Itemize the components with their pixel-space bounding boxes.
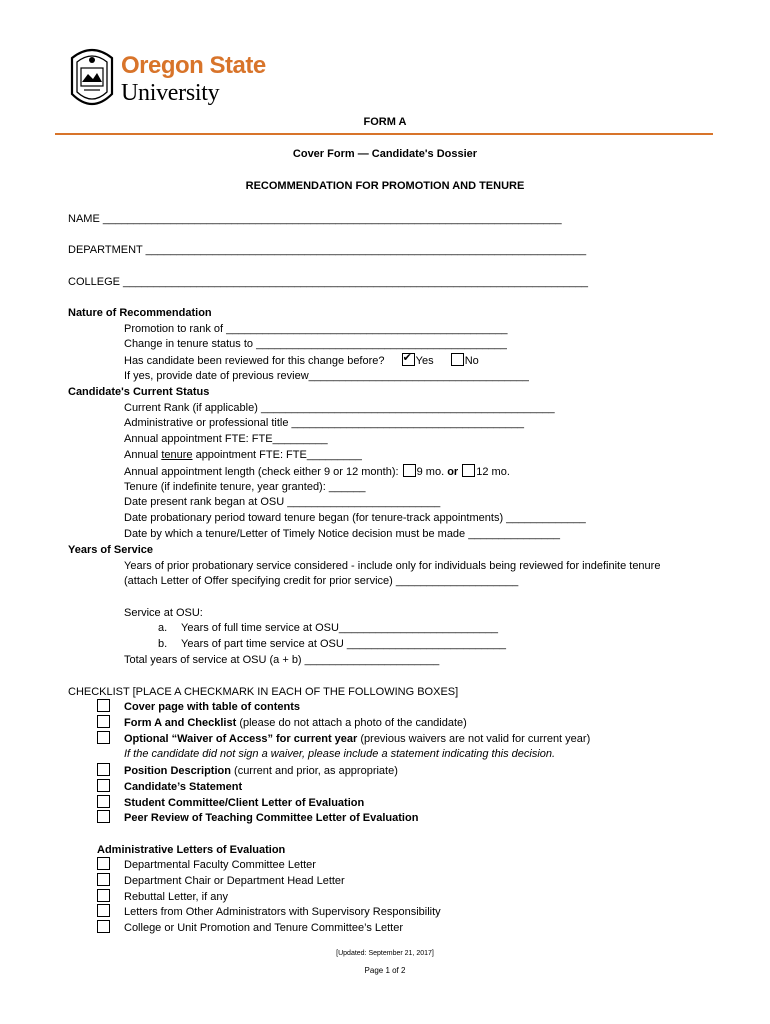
form-heading: RECOMMENDATION FOR PROMOTION AND TENURE xyxy=(245,180,525,192)
form-subtitle: Cover Form — Candidate's Dossier xyxy=(292,148,478,160)
timely-notice-field[interactable]: Date by which a tenure/Letter of Timely Notice decision must be made _______________ xyxy=(124,528,560,540)
page-number: Page 1 of 2 xyxy=(364,966,406,975)
checklist-checkbox[interactable] xyxy=(97,763,110,776)
checklist-checkbox[interactable] xyxy=(97,904,110,917)
yes-label: Yes xyxy=(415,355,434,367)
full-time-service-field[interactable]: Years of full time service at OSU__________________________ xyxy=(181,622,498,634)
form-a-item-bold: Form A and Checklist xyxy=(124,717,237,729)
total-service-field[interactable]: Total years of service at OSU (a + b) ______________________ xyxy=(124,654,440,666)
form-title: FORM A xyxy=(363,116,407,128)
part-time-service-field[interactable]: Years of part time service at OSU __________________________ xyxy=(181,638,506,650)
form-a-item xyxy=(124,716,467,730)
or-label: or xyxy=(447,466,459,478)
probation-began-field[interactable]: Date probationary period toward tenure began (for tenure-track appointments) _____________ xyxy=(124,512,586,524)
promotion-field[interactable]: Promotion to rank of ______________________________________________ xyxy=(124,323,508,335)
waiver-note: If the candidate did not sign a waiver, please include a statement indicating this decision. xyxy=(124,748,556,760)
admin-letter-item: Departmental Faculty Committee Letter xyxy=(124,859,316,871)
no-checkbox[interactable] xyxy=(451,353,464,366)
checklist-checkbox[interactable] xyxy=(97,889,110,902)
college-field[interactable]: COLLEGE ____________________________________________________________________________ xyxy=(68,276,588,288)
nine-month-label: 9 mo. xyxy=(416,466,445,478)
form-a-item-rest: (please do not attach a photo of the candidate) xyxy=(236,717,467,729)
tenure-fte-prefix: Annual xyxy=(124,449,162,461)
tenure-word: tenure xyxy=(161,449,193,461)
student-letter-item: Student Committee/Client Letter of Evaluation xyxy=(124,797,365,809)
annual-fte-field[interactable]: Annual appointment FTE: FTE_________ xyxy=(124,433,328,445)
appointment-length-label: Annual appointment length (check either 9 or 12 month): xyxy=(124,466,399,478)
checklist-checkbox[interactable] xyxy=(97,920,110,933)
checklist-checkbox[interactable] xyxy=(97,731,110,744)
tenure-status-field[interactable]: Change in tenure status to _________________________________________ xyxy=(124,338,507,350)
indefinite-tenure-field[interactable]: Tenure (if indefinite tenure, year granted): ______ xyxy=(124,481,366,493)
admin-letter-item: Department Chair or Department Head Letter xyxy=(124,875,345,887)
updated-date: [Updated: September 21, 2017] xyxy=(336,950,434,957)
service-heading: Years of Service xyxy=(68,544,154,556)
twelve-month-label: 12 mo. xyxy=(476,466,510,478)
osu-logo xyxy=(66,44,276,114)
checklist-checkbox[interactable] xyxy=(97,699,110,712)
prior-service-line1: Years of prior probationary service considered - include only for individuals being reviewed for indefinite tenure xyxy=(124,560,661,572)
checklist-checkbox[interactable] xyxy=(97,715,110,728)
reviewed-row xyxy=(124,353,479,368)
position-item-rest: (current and prior, as appropriate) xyxy=(230,765,398,777)
name-field[interactable]: NAME ___________________________________________________________________________ xyxy=(68,213,562,225)
appointment-length-row xyxy=(124,464,510,479)
tenure-fte-row[interactable] xyxy=(124,448,362,462)
full-time-marker: a. xyxy=(158,622,168,634)
checklist-checkbox[interactable] xyxy=(97,873,110,886)
admin-letter-item: College or Unit Promotion and Tenure Committee’s Letter xyxy=(124,922,404,934)
statement-item: Candidate’s Statement xyxy=(124,781,243,793)
waiver-item xyxy=(124,732,590,746)
position-description-item xyxy=(124,764,398,778)
twelve-month-checkbox[interactable] xyxy=(462,464,475,477)
admin-letters-heading: Administrative Letters of Evaluation xyxy=(97,844,286,856)
admin-letter-item: Rebuttal Letter, if any xyxy=(124,891,228,903)
prior-service-field[interactable]: (attach Letter of Offer specifying credit for prior service) ____________________ xyxy=(124,575,519,587)
checklist-checkbox[interactable] xyxy=(97,795,110,808)
title-rule xyxy=(55,133,713,135)
previous-review-field[interactable]: If yes, provide date of previous review____________________________________ xyxy=(124,370,529,382)
waiver-item-rest: (previous waivers are not valid for current year) xyxy=(357,733,591,745)
part-time-marker: b. xyxy=(158,638,168,650)
checklist-checkbox[interactable] xyxy=(97,857,110,870)
checklist-checkbox[interactable] xyxy=(97,779,110,792)
rank-began-field[interactable]: Date present rank began at OSU _________________________ xyxy=(124,496,441,508)
reviewed-question: Has candidate been reviewed for this change before? xyxy=(124,355,385,367)
peer-review-item: Peer Review of Teaching Committee Letter of Evaluation xyxy=(124,812,419,824)
checklist-checkbox[interactable] xyxy=(97,810,110,823)
position-item-bold: Position Description xyxy=(124,765,231,777)
waiver-item-bold: Optional “Waiver of Access” for current year xyxy=(124,733,358,745)
status-heading: Candidate's Current Status xyxy=(68,386,210,398)
admin-title-field[interactable]: Administrative or professional title ______________________________________ xyxy=(124,417,524,429)
admin-letter-item: Letters from Other Administrators with Supervisory Responsibility xyxy=(124,906,441,918)
tenure-fte-suffix: appointment FTE: FTE_________ xyxy=(192,449,362,461)
nature-heading: Nature of Recommendation xyxy=(68,307,212,319)
service-at-osu-label: Service at OSU: xyxy=(124,607,203,619)
osu-seal-icon xyxy=(66,44,118,112)
logo-line2: University xyxy=(121,80,220,106)
yes-checkbox[interactable] xyxy=(402,353,415,366)
nine-month-checkbox[interactable] xyxy=(403,464,416,477)
cover-page-item: Cover page with table of contents xyxy=(124,701,301,713)
no-label: No xyxy=(464,355,479,367)
current-rank-field[interactable]: Current Rank (if applicable) ________________________________________________ xyxy=(124,402,555,414)
logo-line1: Oregon State xyxy=(121,52,266,79)
department-field[interactable]: DEPARTMENT ________________________________________________________________________ xyxy=(68,244,587,256)
checklist-heading: CHECKLIST [PLACE A CHECKMARK IN EACH OF THE FOLLOWING BOXES] xyxy=(68,686,459,698)
